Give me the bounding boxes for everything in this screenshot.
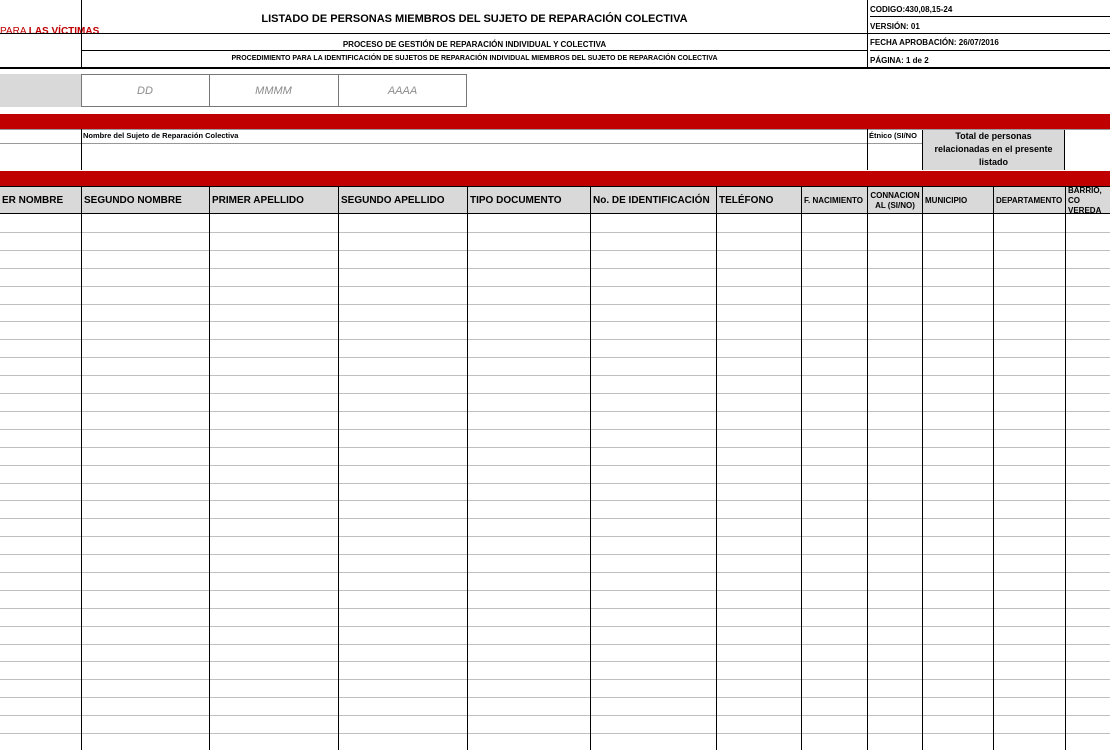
header-column-divider bbox=[716, 186, 717, 214]
month-field[interactable]: MMMM bbox=[255, 85, 292, 97]
procedure-name: PROCEDIMIENTO PARA LA IDENTIFICACIÓN DE SUJETOS DE REPARACIÓN INDIVIDUAL MIEMBROS DEL SUJETO DE REPARACIÓN COLECTIVA bbox=[231, 55, 718, 62]
col-municipality: MUNICIPIO bbox=[925, 195, 968, 205]
page-number: PÁGINA: 1 de 2 bbox=[870, 56, 929, 65]
logo-prefix: PARA bbox=[0, 26, 26, 37]
header-column-divider bbox=[922, 186, 923, 214]
process-name: PROCESO DE GESTIÓN DE REPARACIÓN INDIVIDUAL Y COLECTIVA bbox=[342, 40, 607, 49]
data-grid[interactable] bbox=[0, 214, 1110, 750]
date-label-cell bbox=[0, 74, 81, 107]
col-neighborhood: BARRIO, CO VEREDA bbox=[1068, 187, 1102, 214]
section-divider bbox=[0, 114, 1110, 129]
col-phone: TELÉFONO bbox=[719, 194, 774, 206]
subject-name-field[interactable] bbox=[82, 144, 867, 170]
ethnic-label: Étnico (SI/NO bbox=[869, 131, 917, 140]
total-persons-label: Total de personas relacionadas en el presente listado bbox=[922, 129, 1065, 170]
header-column-divider bbox=[81, 186, 82, 214]
header-column-divider bbox=[1065, 186, 1066, 214]
approval-date: FECHA APROBACIÓN: 26/07/2016 bbox=[870, 38, 999, 47]
year-field[interactable]: AAAA bbox=[387, 85, 418, 97]
col-connaction: CONNACION AL (SI/NO) bbox=[870, 190, 920, 210]
logo-text: LAS VÍCTIMAS bbox=[28, 26, 100, 37]
header-column-divider bbox=[209, 186, 210, 214]
day-field[interactable]: DD bbox=[137, 85, 153, 97]
header-column-divider bbox=[590, 186, 591, 214]
col-birth-date: F. NACIMIENTO bbox=[804, 195, 863, 205]
col-id-number: No. DE IDENTIFICACIÓN bbox=[593, 194, 710, 206]
header-column-divider bbox=[338, 186, 339, 214]
ethnic-field[interactable] bbox=[868, 144, 922, 170]
form-title: LISTADO DE PERSONAS MIEMBROS DEL SUJETO DE REPARACIÓN COLECTIVA bbox=[261, 13, 688, 25]
logo bbox=[0, 26, 99, 37]
col-doc-type: TIPO DOCUMENTO bbox=[470, 194, 562, 206]
col-department: DEPARTAMENTO bbox=[996, 195, 1063, 205]
table-divider bbox=[0, 171, 1110, 186]
header-column-divider bbox=[993, 186, 994, 214]
header-column-divider bbox=[867, 186, 868, 214]
col-second-name: SEGUNDO NOMBRE bbox=[84, 194, 182, 206]
subject-name-label: Nombre del Sujeto de Reparación Colectiva bbox=[83, 131, 239, 140]
header-column-divider bbox=[801, 186, 802, 214]
col-first-name: ER NOMBRE bbox=[2, 194, 64, 206]
col-first-surname: PRIMER APELLIDO bbox=[212, 194, 304, 206]
total-persons-field[interactable] bbox=[1066, 129, 1110, 170]
document-version: VERSIÓN: 01 bbox=[870, 22, 920, 31]
col-second-surname: SEGUNDO APELLIDO bbox=[341, 194, 445, 206]
document-code: CODIGO:430,08,15-24 bbox=[870, 5, 953, 14]
header-column-divider bbox=[467, 186, 468, 214]
